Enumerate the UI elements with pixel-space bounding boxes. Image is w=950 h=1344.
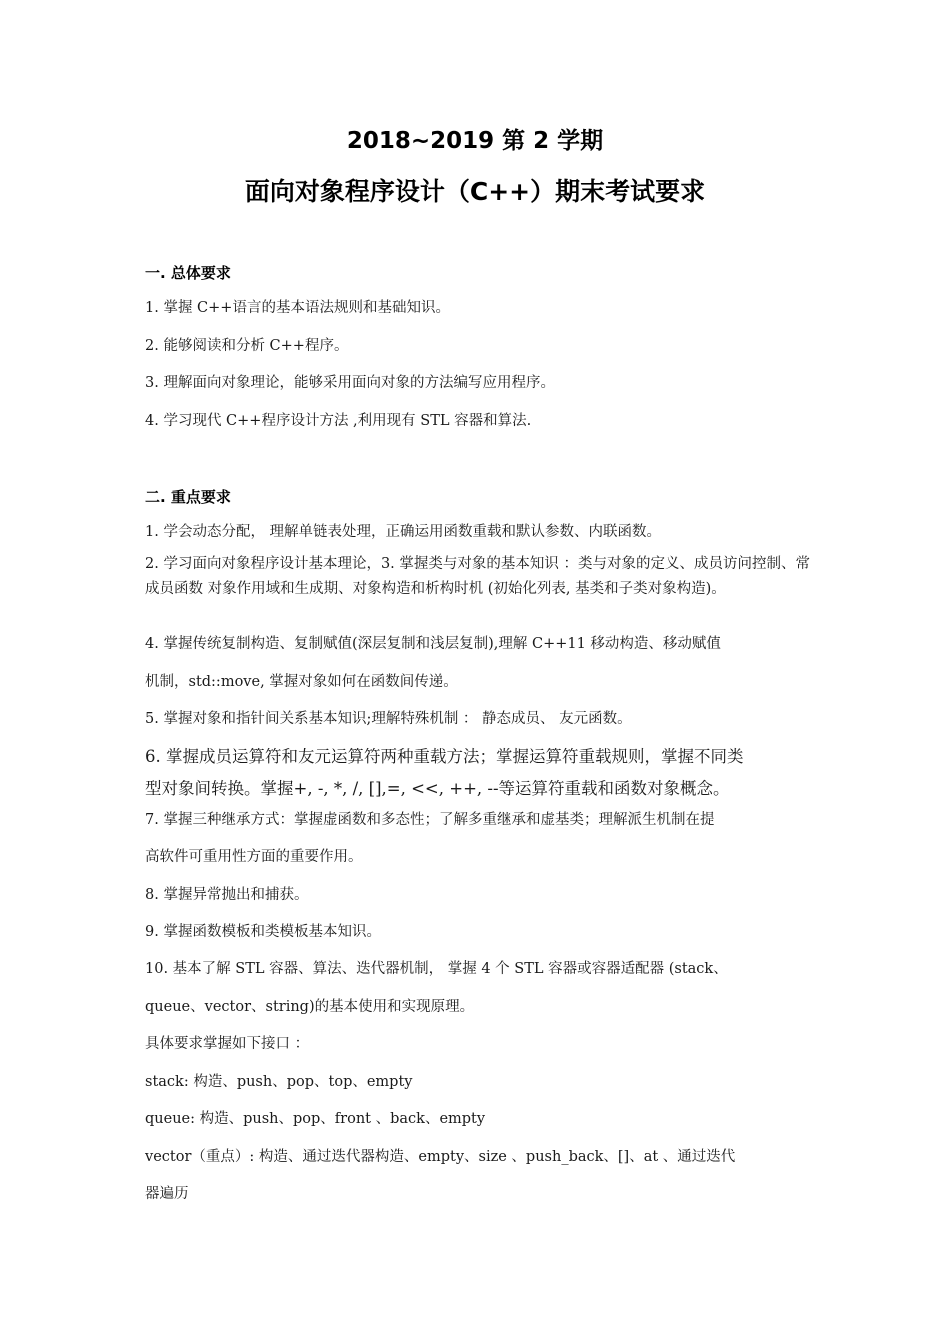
- key-requirement-7-cont: 高软件可重用性方面的重要作用。: [145, 849, 363, 865]
- interface-stack: stack: 构造、push、pop、top、empty: [145, 1074, 413, 1090]
- document-title-term: 2018~2019 第 2 学期: [346, 128, 604, 154]
- key-requirement-7: 7. 掌握三种继承方式：掌握虚函数和多态性；了解多重继承和虚基类；理解派生机制在提: [145, 812, 715, 828]
- general-requirement-3: 3. 理解面向对象理论，能够采用面向对象的方法编写应用程序。: [145, 375, 555, 391]
- key-requirement-8: 8. 掌握异常抛出和捕获。: [145, 887, 309, 903]
- key-requirement-6: 6. 掌握成员运算符和友元运算符两种重载方法；掌握运算符重载规则，掌握不同类: [145, 747, 744, 766]
- key-requirement-10: 10. 基本了解 STL 容器、算法、迭代器机制， 掌握 4 个 STL 容器或容器适配器 (stack、: [145, 961, 728, 977]
- general-requirement-4: 4. 学习现代 C++程序设计方法 ,利用现有 STL 容器和算法.: [145, 413, 532, 429]
- key-requirement-6-cont: 型对象间转换。掌握+, -, *, /, [],=, <<, ++, --等运算符重载和函数对象概念。: [145, 779, 730, 798]
- interface-vector: vector（重点）: 构造、通过迭代器构造、empty、size 、push_back、[]、at 、通过迭代: [145, 1149, 736, 1165]
- key-requirement-5: 5. 掌握对象和指针间关系基本知识;理解特殊机制 ： 静态成员、 友元函数。: [145, 711, 632, 727]
- interface-vector-cont: 器遍历: [145, 1186, 189, 1202]
- key-requirement-10-cont: queue、vector、string)的基本使用和实现原理。: [145, 999, 475, 1015]
- general-requirement-1: 1. 掌握 C++语言的基本语法规则和基础知识。: [145, 300, 450, 316]
- general-requirement-2: 2. 能够阅读和分析 C++程序。: [145, 338, 349, 354]
- key-requirement-4-cont: 机制，std::move, 掌握对象如何在函数间传递。: [145, 674, 458, 690]
- interface-intro: 具体要求掌握如下接口 ：: [145, 1036, 310, 1052]
- section-heading-general: 一. 总体要求: [145, 264, 231, 282]
- section-heading-key: 二. 重点要求: [145, 488, 231, 506]
- document-title-course: 面向对象程序设计（C++）期末考试要求: [244, 177, 706, 206]
- key-requirement-1: 1. 学会动态分配， 理解单链表处理，正确运用函数重载和默认参数、内联函数。: [145, 524, 662, 540]
- key-requirement-9: 9. 掌握函数模板和类模板基本知识。: [145, 924, 381, 940]
- key-requirement-2-3: 2. 学习面向对象程序设计基本理论，3. 掌握类与对象的基本知识 ：类与对象的定义、成员访问控制、常成员函数 对象作用域和生成期、对象构造和析构时机 (初始化列表, 基类和子类对象构造)。: [145, 556, 810, 597]
- interface-queue: queue: 构造、push、pop、front 、back、empty: [145, 1111, 486, 1127]
- key-requirement-4: 4. 掌握传统复制构造、复制赋值(深层复制和浅层复制),理解 C++11 移动构造、移动赋值: [145, 636, 721, 652]
